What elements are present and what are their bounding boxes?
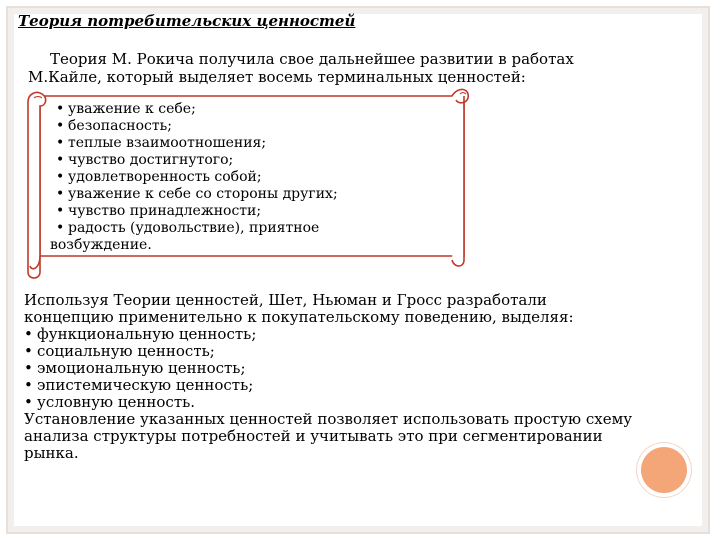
list-item: • условную ценность. [24, 393, 196, 411]
conclusion-line-3: рынка. [24, 444, 79, 462]
bullet: • [56, 135, 65, 151]
list-item: • радость (удовольствие), приятное возбуждение. [56, 220, 456, 254]
list-item: • удовлетворенность собой; [56, 169, 262, 185]
conclusion-line-1: Установление указанных ценностей позволяет использовать простую схему [24, 410, 633, 428]
conclusion-line-2: анализа структуры потребностей и учитывать это при сегментировании [24, 427, 603, 445]
intro-line-2: М.Кайле, который выделяет восемь терминальных ценностей: [28, 68, 526, 86]
body-line-2: концепцию применительно к покупательскому поведению, выделяя: [24, 308, 574, 326]
list-item: • чувство принадлежности; [56, 203, 262, 219]
list-item-continuation: возбуждение. [50, 237, 152, 253]
bullet: • [56, 118, 65, 134]
bullet: • [56, 169, 65, 185]
bullet: • [24, 393, 33, 411]
bullet: • [24, 325, 33, 343]
intro-line-1: Теория М. Рокича получила свое дальнейшее развитии в работах [50, 50, 574, 68]
list-item: • безопасность; [56, 118, 172, 134]
slide-title: Теория потребительских ценностей [18, 12, 356, 30]
bullet: • [56, 152, 65, 168]
list-item: • чувство достигнутого; [56, 152, 234, 168]
list-item: • функциональную ценность; [24, 325, 257, 343]
body-line-1: Используя Теории ценностей, Шет, Ньюман и Гросс разработали [24, 291, 547, 309]
list-item: • социальную ценность; [24, 342, 215, 360]
bullet: • [24, 376, 33, 394]
bullet: • [56, 203, 65, 219]
body-paragraph [24, 292, 694, 462]
bullet: • [56, 220, 65, 236]
list-item: • уважение к себе со стороны других; [56, 186, 338, 202]
decorative-circle [641, 447, 687, 493]
bullet: • [56, 186, 65, 202]
terminal-values-list [50, 101, 456, 254]
intro-paragraph [28, 50, 648, 86]
list-item: • эпистемическую ценность; [24, 376, 254, 394]
bullet: • [56, 101, 65, 117]
bullet: • [24, 342, 33, 360]
list-item: • теплые взаимоотношения; [56, 135, 267, 151]
bullet: • [24, 359, 33, 377]
list-item: • эмоциональную ценность; [24, 359, 246, 377]
list-item: • уважение к себе; [56, 101, 196, 117]
